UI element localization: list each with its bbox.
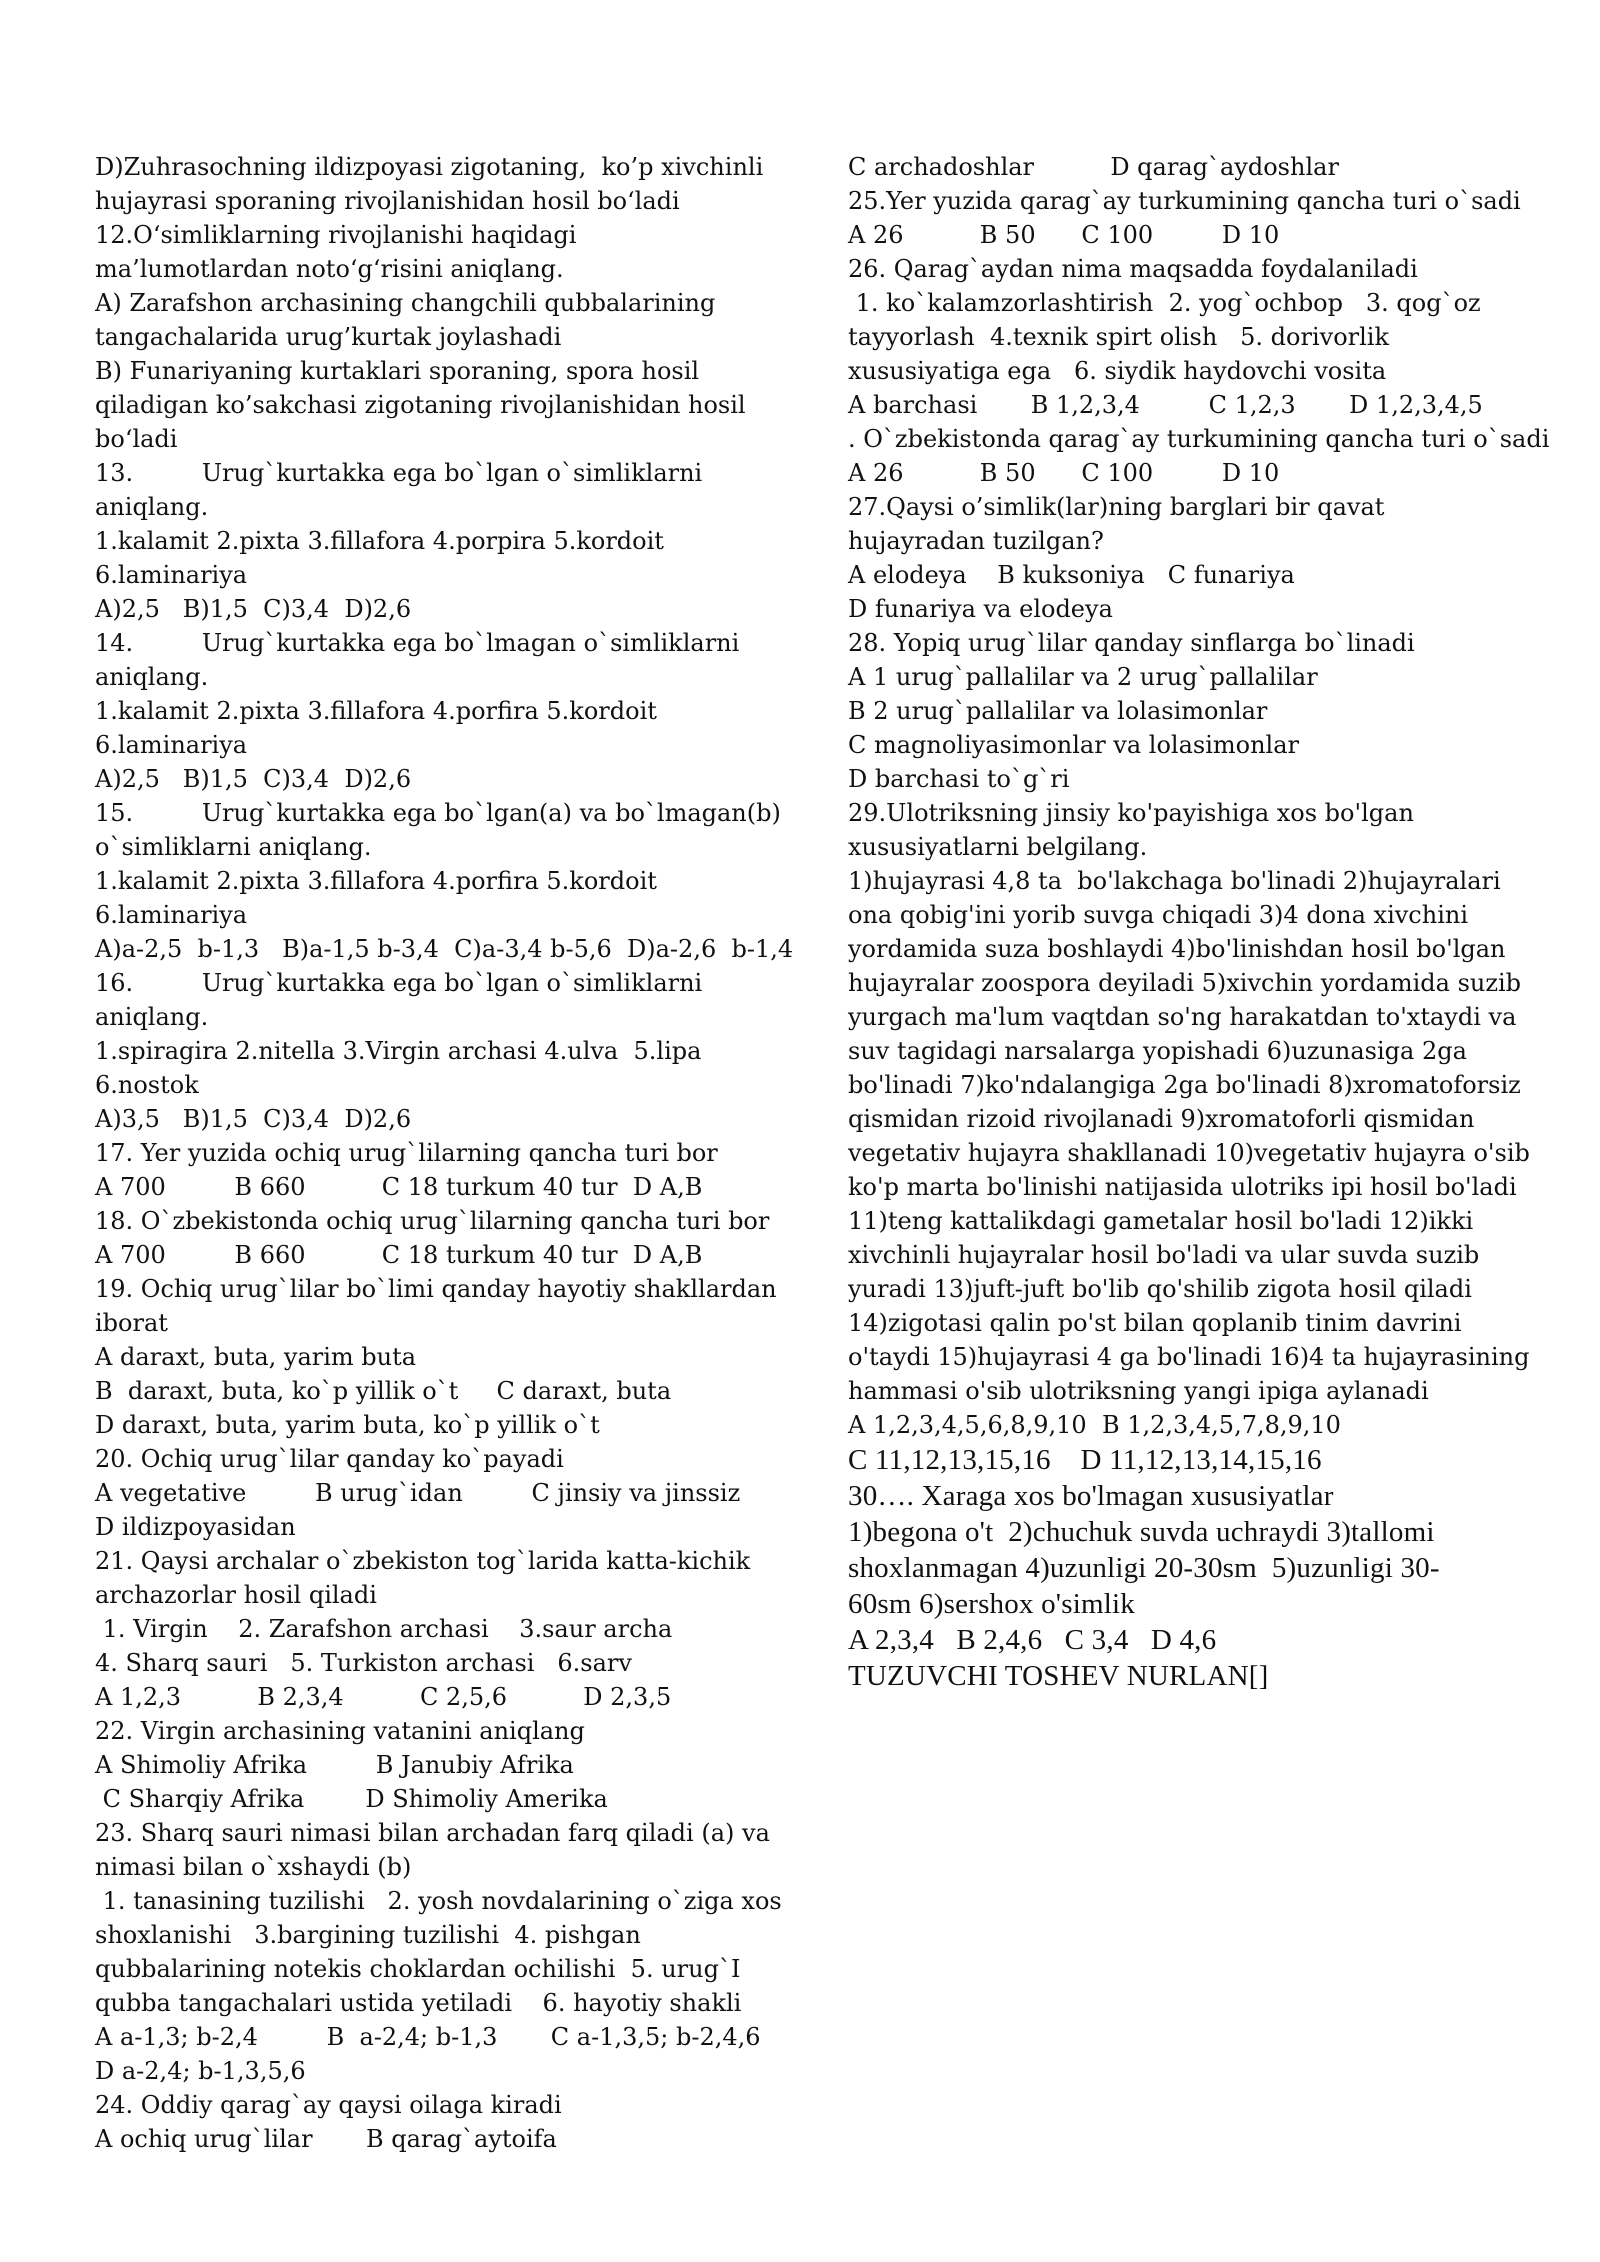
right-text-line-3: A 26 B 50 C 100 D 10 [848, 221, 1280, 249]
left-text-line-12: 1.kalamit 2.pixta 3.fillafora 4.porpira 5.kordoit [95, 527, 664, 555]
left-text-line-4: ma’lumotlardan noto‘g‘risini aniqlang. [95, 255, 564, 283]
left-text-line-46: A 1,2,3 B 2,3,4 C 2,5,6 D 2,3,5 [95, 1683, 672, 1711]
left-text-line-23: 6.laminariya [95, 901, 248, 929]
left-text-line-16: aniqlang. [95, 663, 209, 691]
right-text-line-23: ona qobig'ini yorib suvga chiqadi 3)4 dona xivchini [848, 901, 1469, 929]
right-text-column [848, 150, 1550, 1694]
left-text-line-9: bo‘ladi [95, 425, 178, 453]
left-text-line-24: A)a-2,5 b-1,3 B)a-1,5 b-3,4 C)a-3,4 b-5,6 D)a-2,6 b-1,4 [95, 935, 794, 963]
right-text-line-27: suv tagidagi narsalarga yopishadi 6)uzunasiga 2ga [848, 1037, 1467, 1065]
left-text-line-19: A)2,5 B)1,5 C)3,4 D)2,6 [95, 765, 412, 793]
left-text-line-17: 1.kalamit 2.pixta 3.fillafora 4.porfira 5.kordoit [95, 697, 657, 725]
right-text-line-2: 25.Yer yuzida qarag`ay turkumining qancha turi o`sadi [848, 187, 1521, 215]
left-text-line-54: qubbalarining notekis choklardan ochilishi 5. urug`I [95, 1955, 741, 1983]
left-text-column [95, 150, 820, 2156]
left-text-line-55: qubba tangachalari ustida yetiladi 6. hayotiy shakli [95, 1989, 742, 2017]
right-text-line-4: 26. Qarag`aydan nima maqsadda foydalaniladi [848, 255, 1418, 283]
right-text-line-17: B 2 urug`pallalilar va lolasimonlar [848, 697, 1268, 725]
right-text-line-18: C magnoliyasimonlar va lolasimonlar [848, 731, 1300, 759]
right-text-line-13: A elodeya B kuksoniya C funariya [848, 561, 1295, 589]
left-text-line-59: A ochiq urug`lilar B qarag`aytoifa [95, 2125, 557, 2153]
right-text-line-22: 1)hujayrasi 4,8 ta bo'lakchaga bo'linadi 2)hujayralari [848, 867, 1501, 895]
right-text-line-12: hujayradan tuzilgan? [848, 527, 1104, 555]
left-text-line-25: 16. Urug`kurtakka ega bo`lgan o`simliklarni [95, 969, 703, 997]
right-text-line-19: D barchasi to`g`ri [848, 765, 1070, 793]
left-text-line-13: 6.laminariya [95, 561, 248, 589]
left-text-line-41: D ildizpoyasidan [95, 1513, 296, 1541]
right-text-line-5: 1. ko`kalamzorlashtirish 2. yog`ochbop 3. qog`oz [848, 289, 1481, 317]
right-text-line-6: tayyorlash 4.texnik spirt olish 5. dorivorlik [848, 323, 1390, 351]
right-text-line-11: 27.Qaysi o’simlik(lar)ning barglari bir qavat [848, 493, 1385, 521]
right-large-text-line-2: 30…. Xaraga xos bo'lmagan xususiyatlar [848, 1480, 1334, 1512]
right-text-line-25: hujayralar zoospora deyiladi 5)xivchin yordamida suzib [848, 969, 1522, 997]
left-text-line-15: 14. Urug`kurtakka ega bo`lmagan o`simliklarni [95, 629, 740, 657]
right-text-line-28: bo'linadi 7)ko'ndalangiga 2ga bo'linadi 8)xromatoforsiz [848, 1071, 1521, 1099]
left-text-line-42: 21. Qaysi archalar o`zbekiston tog`larida katta-kichik [95, 1547, 751, 1575]
right-large-text-line-7: TUZUVCHI TOSHEV NURLAN[] [848, 1660, 1269, 1692]
left-text-line-2: hujayrasi sporaning rivojlanishidan hosil bo‘ladi [95, 187, 680, 215]
right-large-text-line-3: 1)begona o't 2)chuchuk suvda uchraydi 3)tallomi [848, 1516, 1435, 1548]
right-text-line-30: vegetativ hujayra shakllanadi 10)vegetativ hujayra o'sib [848, 1139, 1530, 1167]
left-text-line-45: 4. Sharq sauri 5. Turkiston archasi 6.sarv [95, 1649, 632, 1677]
right-text-line-32: 11)teng kattalikdagi gametalar hosil bo'ladi 12)ikki [848, 1207, 1474, 1235]
right-text-line-38: A 1,2,3,4,5,6,8,9,10 B 1,2,3,4,5,7,8,9,10 [848, 1411, 1341, 1439]
left-text-line-28: 6.nostok [95, 1071, 199, 1099]
right-large-text-line-4: shoxlanmagan 4)uzunligi 20-30sm 5)uzunligi 30- [848, 1552, 1440, 1584]
left-text-line-53: shoxlanishi 3.bargining tuzilishi 4. pishgan [95, 1921, 641, 1949]
left-text-line-47: 22. Virgin archasining vatanini aniqlang [95, 1717, 585, 1745]
left-text-line-22: 1.kalamit 2.pixta 3.fillafora 4.porfira 5.kordoit [95, 867, 657, 895]
right-text-line-7: xususiyatiga ega 6. siydik haydovchi vosita [848, 357, 1387, 385]
right-text-line-33: xivchinli hujayralar hosil bo'ladi va ular suvda suzib [848, 1241, 1480, 1269]
left-text-line-44: 1. Virgin 2. Zarafshon archasi 3.saur archa [95, 1615, 673, 1643]
left-text-line-10: 13. Urug`kurtakka ega bo`lgan o`simliklarni [95, 459, 703, 487]
left-text-line-48: A Shimoliy Afrika B Janubiy Afrika [95, 1751, 574, 1779]
left-text-line-18: 6.laminariya [95, 731, 248, 759]
right-text-line-14: D funariya va elodeya [848, 595, 1113, 623]
right-text-line-37: hammasi o'sib ulotriksning yangi ipiga aylanadi [848, 1377, 1429, 1405]
right-text-line-31: ko'p marta bo'linishi natijasida ulotriks ipi hosil bo'ladi [848, 1173, 1517, 1201]
right-text-line-21: xususiyatlarni belgilang. [848, 833, 1148, 861]
left-text-line-43: archazorlar hosil qiladi [95, 1581, 377, 1609]
right-text-line-36: o'taydi 15)hujayrasi 4 ga bo'linadi 16)4 ta hujayrasining [848, 1343, 1530, 1371]
left-text-line-26: aniqlang. [95, 1003, 209, 1031]
right-text-line-35: 14)zigotasi qalin po'st bilan qoplanib tinim davrini [848, 1309, 1462, 1337]
right-text-line-26: yurgach ma'lum vaqtdan so'ng harakatdan to'xtaydi va [848, 1003, 1517, 1031]
right-text-line-1: C archadoshlar D qarag`aydoshlar [848, 153, 1339, 181]
right-large-text-line-6: A 2,3,4 B 2,4,6 C 3,4 D 4,6 [848, 1624, 1217, 1656]
left-text-line-27: 1.spiragira 2.nitella 3.Virgin archasi 4.ulva 5.lipa [95, 1037, 702, 1065]
right-text-line-10: A 26 B 50 C 100 D 10 [848, 459, 1280, 487]
left-text-line-58: 24. Oddiy qarag`ay qaysi oilaga kiradi [95, 2091, 562, 2119]
left-text-line-33: A 700 B 660 C 18 turkum 40 tur D A,B [95, 1241, 703, 1269]
left-text-line-31: A 700 B 660 C 18 turkum 40 tur D A,B [95, 1173, 703, 1201]
left-text-line-39: 20. Ochiq urug`lilar qanday ko`payadi [95, 1445, 564, 1473]
left-text-line-56: A a-1,3; b-2,4 B a-2,4; b-1,3 C a-1,3,5; b-2,4,6 [95, 2023, 761, 2051]
left-text-line-29: A)3,5 B)1,5 C)3,4 D)2,6 [95, 1105, 412, 1133]
right-text-line-34: yuradi 13)juft-juft bo'lib qo'shilib zigota hosil qiladi [848, 1275, 1472, 1303]
left-text-line-35: iborat [95, 1309, 168, 1337]
left-text-line-7: B) Funariyaning kurtaklari sporaning, spora hosil [95, 357, 700, 385]
left-text-line-37: B daraxt, buta, ko`p yillik o`t C daraxt, buta [95, 1377, 672, 1405]
left-text-line-40: A vegetative B urug`idan C jinsiy va jinssiz [95, 1479, 741, 1507]
left-text-line-20: 15. Urug`kurtakka ega bo`lgan(a) va bo`lmagan(b) [95, 799, 781, 827]
left-text-line-8: qiladigan ko’sakchasi zigotaning rivojlanishidan hosil [95, 391, 746, 419]
right-text-line-15: 28. Yopiq urug`lilar qanday sinflarga bo`linadi [848, 629, 1415, 657]
left-text-line-3: 12.O‘simliklarning rivojlanishi haqidagi [95, 221, 577, 249]
right-text-line-24: yordamida suza boshlaydi 4)bo'linishdan hosil bo'lgan [848, 935, 1506, 963]
left-text-line-30: 17. Yer yuzida ochiq urug`lilarning qancha turi bor [95, 1139, 718, 1167]
left-text-line-34: 19. Ochiq urug`lilar bo`limi qanday hayotiy shakllardan [95, 1275, 777, 1303]
left-text-line-50: 23. Sharq sauri nimasi bilan archadan farq qiladi (a) va [95, 1819, 770, 1847]
left-text-line-5: A) Zarafshon archasining changchili qubbalarining [95, 289, 716, 317]
left-text-line-14: A)2,5 B)1,5 C)3,4 D)2,6 [95, 595, 412, 623]
left-text-line-49: C Sharqiy Afrika D Shimoliy Amerika [95, 1785, 608, 1813]
right-text-line-29: qismidan rizoid rivojlanadi 9)xromatoforli qismidan [848, 1105, 1475, 1133]
left-text-line-57: D a-2,4; b-1,3,5,6 [95, 2057, 306, 2085]
right-large-text-line-1: C 11,12,13,15,16 D 11,12,13,14,15,16 [848, 1444, 1322, 1476]
left-text-line-36: A daraxt, buta, yarim buta [95, 1343, 417, 1371]
left-text-line-21: o`simliklarni aniqlang. [95, 833, 372, 861]
left-text-line-51: nimasi bilan o`xshaydi (b) [95, 1853, 412, 1881]
right-text-line-16: A 1 urug`pallalilar va 2 urug`pallalilar [848, 663, 1318, 691]
left-text-line-11: aniqlang. [95, 493, 209, 521]
right-text-line-20: 29.Ulotriksning jinsiy ko'payishiga xos bo'lgan [848, 799, 1414, 827]
right-text-line-9: . O`zbekistonda qarag`ay turkumining qancha turi o`sadi [848, 425, 1550, 453]
left-text-line-38: D daraxt, buta, yarim buta, ko`p yillik o`t [95, 1411, 600, 1439]
right-text-line-8: A barchasi B 1,2,3,4 C 1,2,3 D 1,2,3,4,5 [848, 391, 1483, 419]
left-text-line-52: 1. tanasining tuzilishi 2. yosh novdalarining o`ziga xos [95, 1887, 782, 1915]
left-text-line-1: D)Zuhrasochning ildizpoyasi zigotaning, ko’p xivchinli [95, 153, 764, 181]
left-text-line-32: 18. O`zbekistonda ochiq urug`lilarning qancha turi bor [95, 1207, 770, 1235]
left-text-line-6: tangachalarida urug’kurtak joylashadi [95, 323, 562, 351]
right-large-text-line-5: 60sm 6)sershox o'simlik [848, 1588, 1135, 1620]
